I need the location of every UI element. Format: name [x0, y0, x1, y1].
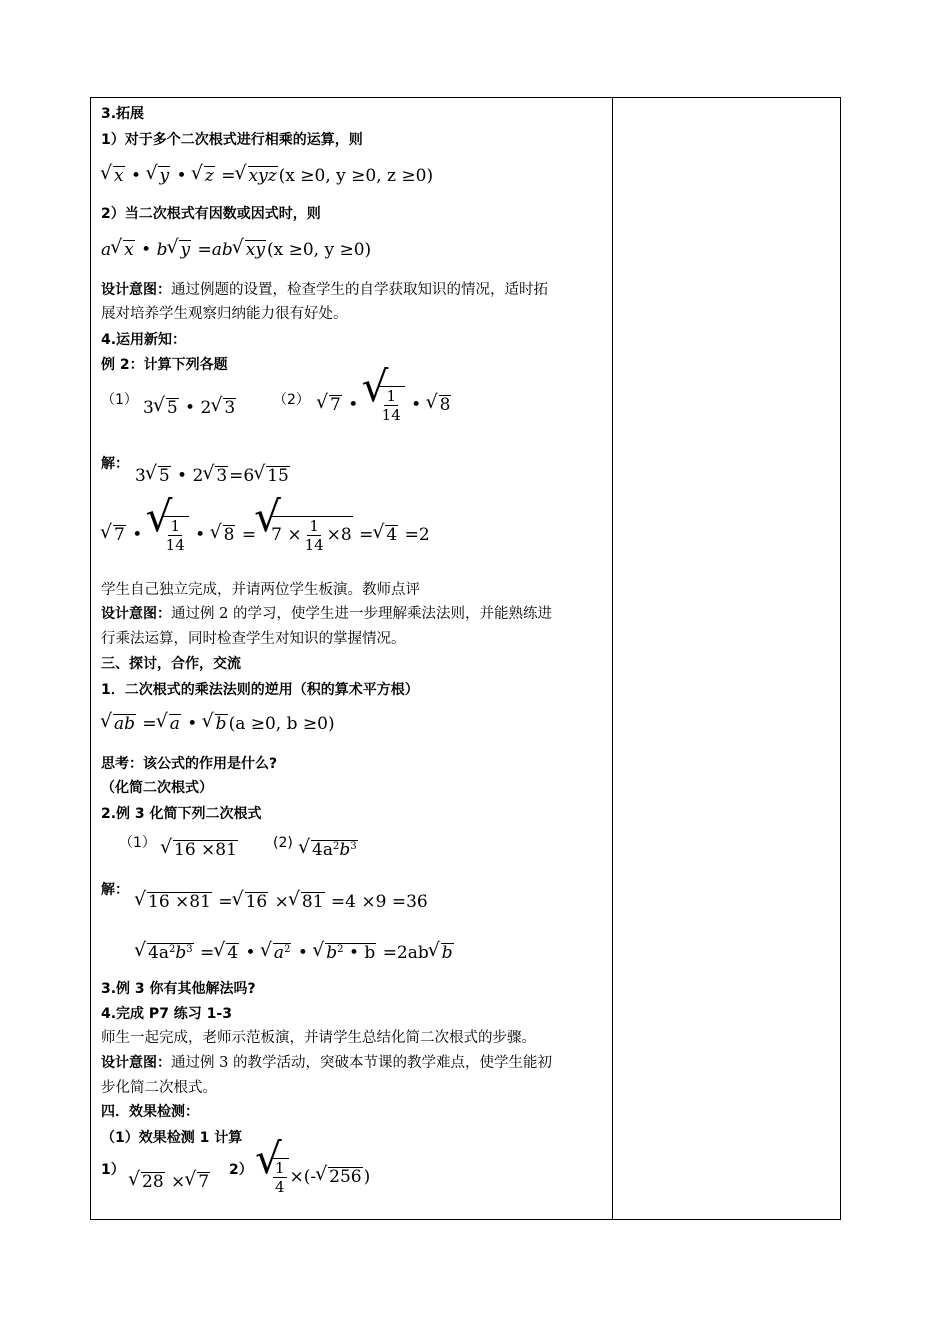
exercise-assignment: 4.完成 P7 练习 1-3	[101, 1006, 232, 1022]
extension-point-2: 2）当二次根式有因数或因式时，则	[101, 206, 321, 222]
student-activity: 学生自己独立完成，并请两位学生板演。教师点评	[101, 582, 420, 598]
design-intent-3-cont: 步化简二次根式。	[101, 1080, 217, 1096]
example-2-title: 例 2：计算下列各题	[101, 357, 228, 373]
solution-ex3-2: √ $4a^2b^3$ =√ 4 • √ $a^2$ • √ $b^2$ • b =2ab√ b	[135, 943, 455, 963]
heading-extension: 3.拓展	[101, 106, 145, 122]
section-4-heading: 四．效果检测：	[101, 1104, 199, 1120]
think-question: 思考：该公式的作用是什么?	[101, 756, 278, 772]
solution-label-1: 解：	[101, 456, 129, 472]
solution-ex3-1: √ 16 ×81 =√ 16 ×√ 81 =4 ×9 =36	[135, 892, 428, 912]
solution-label-2: 解：	[101, 882, 129, 898]
extension-point-1: 1）对于多个二次根式进行相乘的运算，则	[101, 132, 363, 148]
solution-ex2-2: √ 7 • √ $\frac{1}{14}$ • √ 8 =√ 7 × $\frac{1}{14}$ ×8 =√ 4 =2	[101, 516, 430, 554]
formula-coefficient-product: a√ x • b√ y =ab√ xy (x ≥0, y ≥0)	[101, 240, 371, 260]
lesson-table: 3.拓展 1）对于多个二次根式进行相乘的运算，则 √ x • √ y • √ z =√ xyz (x ≥0, y ≥0, z ≥0) 2）当二次根式有因数或因式时，则 a√ x • b√ y =ab√ xy (x ≥0, y ≥0) 设计意图：通过例题的设置，检查学生的自学获取知识的情况，适时拓 展对培养学生观察归纳能力很有好处。 4.运用新知： 例 2：计算下列各题 （1） 3√ 5 • 2√ 3 （2） √ 7 • √ $\frac{1}{14}$ • √ 8 解： 3√ 5 • 2√ 3 =6√ 15 √ 7 • √ $\frac{1}{14}$ • √ 8 =√ 7 × $\frac{1}{14}$ ×8 =√ 4 =2 学生自己独立完成，并请两位学生板演。教师点评 设计意图：通过例 2 的学习，使学生进一步理解乘法法则，并能熟练进 行乘法运算，同时检查学生对知识的掌握情况。 三、探讨，合作，交流 1．二次根式的乘法法则的逆用（积的算术平方根） √ ab =√ a • √ b (a ≥0, b ≥0) 思考：该公式的作用是什么? （化简二次根式） 2.例 3 化简下列二次根式 （1） √ 16 ×81 (2) √ $4a^2b^3$ 解： √ 16 ×81 =√ 16 ×√ 81 =4 ×9 =36 √ $4a^2b^3$ =√ 4 • √ $a^2$ • √ $b^2$ • b =2ab√ b 3.例 3 你有其他解法吗? 4.完成 P7 练习 1-3 师生一起完成，老师示范板演，并请学生总结化简二次根式的步骤。 设计意图：通过例 3 的教学活动，突破本节课的教学难点，使学生能初 步化简二次根式。 四．效果检测： （1）效果检测 1 计算 1） √ 28 ×√ 7 2） √ $\frac{1}{4}$ ×(-√ 256 )	[90, 97, 841, 1220]
inverse-rule-heading: 1．二次根式的乘法法则的逆用（积的算术平方根）	[101, 682, 419, 698]
teacher-activity: 师生一起完成，老师示范板演，并请学生总结化简二次根式的步骤。	[101, 1030, 536, 1046]
other-methods-question: 3.例 3 你有其他解法吗?	[101, 981, 256, 997]
design-intent-2: 设计意图：通过例 2 的学习，使学生进一步理解乘法法则，并能熟练进	[101, 606, 552, 622]
formula-multi-product: √ x • √ y • √ z =√ xyz (x ≥0, y ≥0, z ≥0)	[101, 166, 433, 186]
formula-inverse-rule: √ ab =√ a • √ b (a ≥0, b ≥0)	[101, 714, 335, 734]
example-3-title: 2.例 3 化简下列二次根式	[101, 806, 262, 822]
design-intent-1-cont: 展对培养学生观察归纳能力很有好处。	[101, 306, 348, 322]
solution-ex2-1: 3√ 5 • 2√ 3 =6√ 15	[135, 466, 291, 486]
design-intent-2-cont: 行乘法运算，同时检查学生对知识的掌握情况。	[101, 631, 406, 647]
check-1-title: （1）效果检测 1 计算	[101, 1130, 243, 1146]
think-answer: （化简二次根式）	[101, 780, 213, 796]
section-3-heading: 三、探讨，合作，交流	[101, 656, 241, 672]
design-intent-1: 设计意图：通过例题的设置，检查学生的自学获取知识的情况，适时拓	[101, 282, 548, 298]
design-intent-3: 设计意图：通过例 3 的教学活动，突破本节课的教学难点，使学生能初	[101, 1055, 552, 1071]
column-divider	[612, 98, 613, 1219]
heading-apply: 4.运用新知：	[101, 332, 187, 348]
